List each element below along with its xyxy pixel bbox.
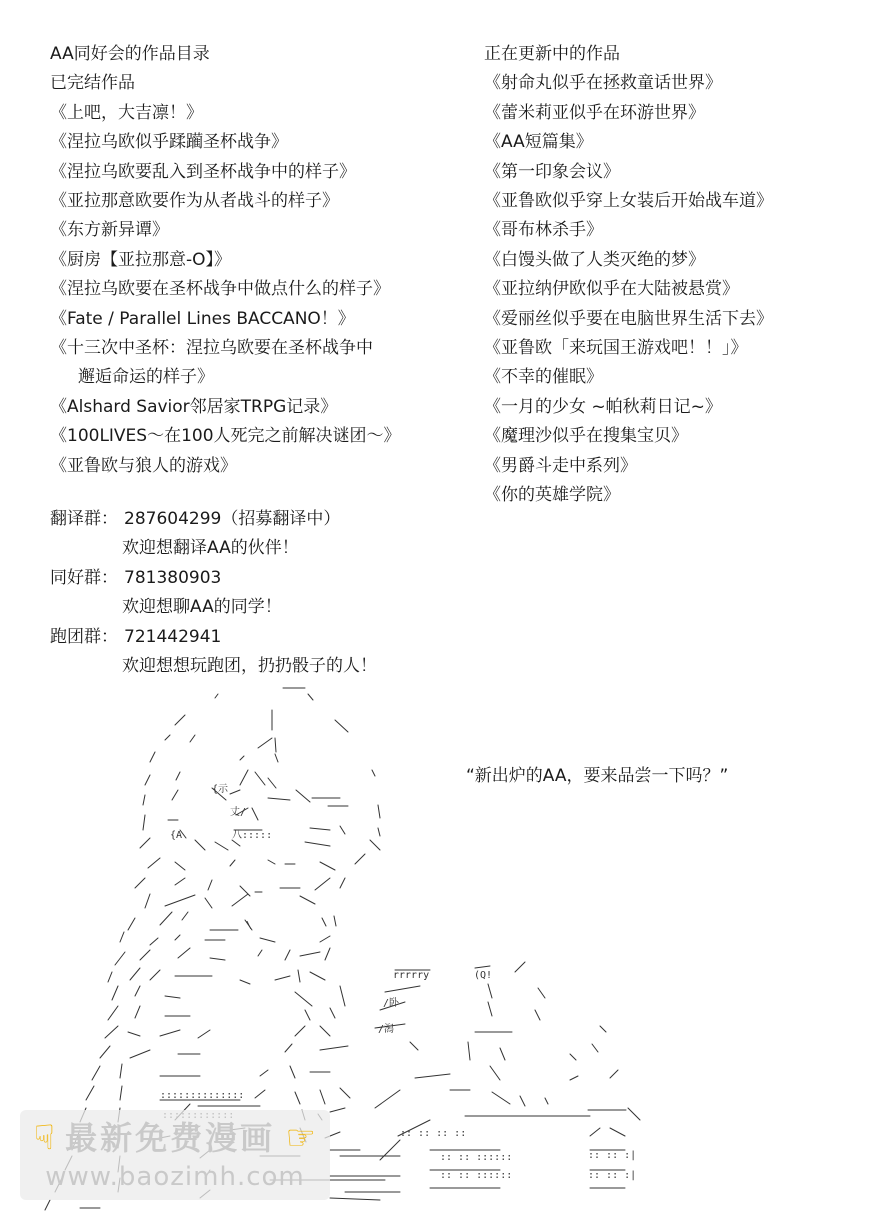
group-label: 翻译群：: [50, 509, 118, 529]
svg-text:{示: {示: [212, 784, 229, 795]
speech-quote: “新出炉的AA，要来品尝一下吗？”: [466, 766, 729, 786]
completed-work-item: 《涅拉乌欧似乎蹂躏圣杯战争》: [50, 132, 288, 153]
ongoing-work-item: 《亚拉纳伊欧似乎在大陆被悬赏》: [484, 279, 739, 300]
svg-text:八:::::: 八:::::: [232, 830, 273, 841]
svg-text::: :: ::::::: :: :: ::::::: [440, 1152, 513, 1163]
completed-works-column: [50, 40, 470, 481]
group-welcome: 欢迎想想玩跑团，扔扔骰子的人！: [122, 656, 377, 677]
group-welcome: 欢迎想翻译AA的伙伴！: [122, 538, 299, 559]
svg-text:/卧: /卧: [383, 998, 400, 1009]
ongoing-works-column: [484, 40, 884, 511]
completed-work-item: 《亚鲁欧与狼人的游戏》: [50, 455, 237, 476]
group-label: 跑团群：: [50, 626, 118, 647]
svg-text:丈/: 丈/: [230, 807, 247, 818]
svg-text:{A: {A: [170, 830, 183, 841]
svg-text::: :: ::::::: :: :: ::::::: [440, 1170, 513, 1181]
completed-work-item-continued: 邂逅命运的样子》: [78, 367, 214, 388]
completed-work-item: 《涅拉乌欧要在圣杯战争中做点什么的样子》: [50, 279, 390, 300]
site-watermark: [20, 1110, 330, 1200]
catalog-heading: AA同好会的作品目录: [50, 44, 210, 64]
watermark-title: 最新免费漫画: [65, 1119, 276, 1157]
ongoing-work-item: 《亚鲁欧「来玩国王游戏吧！！」》: [484, 338, 748, 359]
ongoing-work-item: 《白馒头做了人类灭绝的梦》: [484, 249, 705, 270]
group-number: 287604299（招募翻译中）: [124, 509, 341, 529]
svg-text:::::::::::::::: ::::::::::::::: [160, 1090, 245, 1101]
ongoing-work-item: 《蕾米莉亚似乎在环游世界》: [484, 102, 705, 123]
pointing-hand-icon: ☞: [285, 1118, 316, 1158]
group-label: 同好群：: [50, 567, 118, 588]
ongoing-work-item: 《射命丸似乎在拯救童话世界》: [484, 73, 722, 94]
ongoing-work-item: 《亚鲁欧似乎穿上女装后开始战车道》: [484, 191, 773, 212]
completed-work-item: 《十三次中圣杯：涅拉乌欧要在圣杯战争中: [50, 338, 373, 359]
ongoing-work-item: 《男爵斗走中系列》: [484, 455, 637, 476]
completed-work-item: 《Alshard Savior邻居家TRPG记录》: [50, 396, 338, 417]
ongoing-work-item: 《不幸的催眠》: [484, 367, 603, 388]
svg-text:rrrrry: rrrrry: [393, 970, 430, 981]
group-info: [50, 505, 470, 681]
completed-work-item: 《上吧，大吉凛！》: [50, 102, 203, 123]
pointing-hand-icon: ☟: [34, 1118, 55, 1158]
fan-group-row: [50, 564, 470, 593]
ongoing-work-item: 《哥布林杀手》: [484, 220, 603, 241]
ongoing-work-item: 《第一印象会议》: [484, 161, 620, 182]
completed-work-item: 《亚拉那意欧要作为从者战斗的样子》: [50, 191, 339, 212]
svg-text::: :: :|: :: :: :|: [588, 1150, 637, 1161]
completed-work-item: 《100LIVES～在100人死完之前解决谜团～》: [50, 426, 401, 447]
ongoing-work-item: 《爱丽丝似乎要在电脑世界生活下去》: [484, 308, 773, 329]
completed-work-item: 《厨房【亚拉那意-O】》: [50, 249, 232, 270]
ongoing-work-item: 《你的英雄学院》: [484, 485, 620, 506]
completed-work-item: 《Fate / Parallel Lines BACCANO！》: [50, 308, 355, 329]
completed-work-item: 《涅拉乌欧要乱入到圣杯战争中的样子》: [50, 161, 356, 182]
svg-text:(Q!: (Q!: [474, 970, 493, 981]
svg-text:/潟: /潟: [378, 1024, 395, 1035]
completed-work-item: 《东方新异谭》: [50, 220, 169, 241]
translation-group-row: [50, 505, 470, 534]
svg-text::: :: :: ::: :: :: :: ::: [400, 1128, 467, 1139]
svg-text:\: \: [246, 920, 253, 931]
watermark-title-row: [34, 1118, 316, 1158]
trpg-group-row: [50, 623, 470, 652]
ongoing-work-item: 《魔理沙似乎在搜集宝贝》: [484, 426, 688, 447]
ongoing-heading: 正在更新中的作品: [484, 44, 620, 64]
group-welcome: 欢迎想聊AA的同学！: [122, 597, 282, 618]
watermark-url: www.baozimh.com: [45, 1162, 305, 1192]
ongoing-work-item: 《AA短篇集》: [484, 132, 593, 153]
svg-text::: :: :|: :: :: :|: [588, 1170, 637, 1181]
group-number: 721442941: [124, 626, 222, 647]
ongoing-work-item: 《一月的少女 ~帕秋莉日记~》: [484, 396, 722, 417]
completed-heading: 已完结作品: [50, 73, 135, 94]
group-number: 781380903: [124, 567, 222, 588]
